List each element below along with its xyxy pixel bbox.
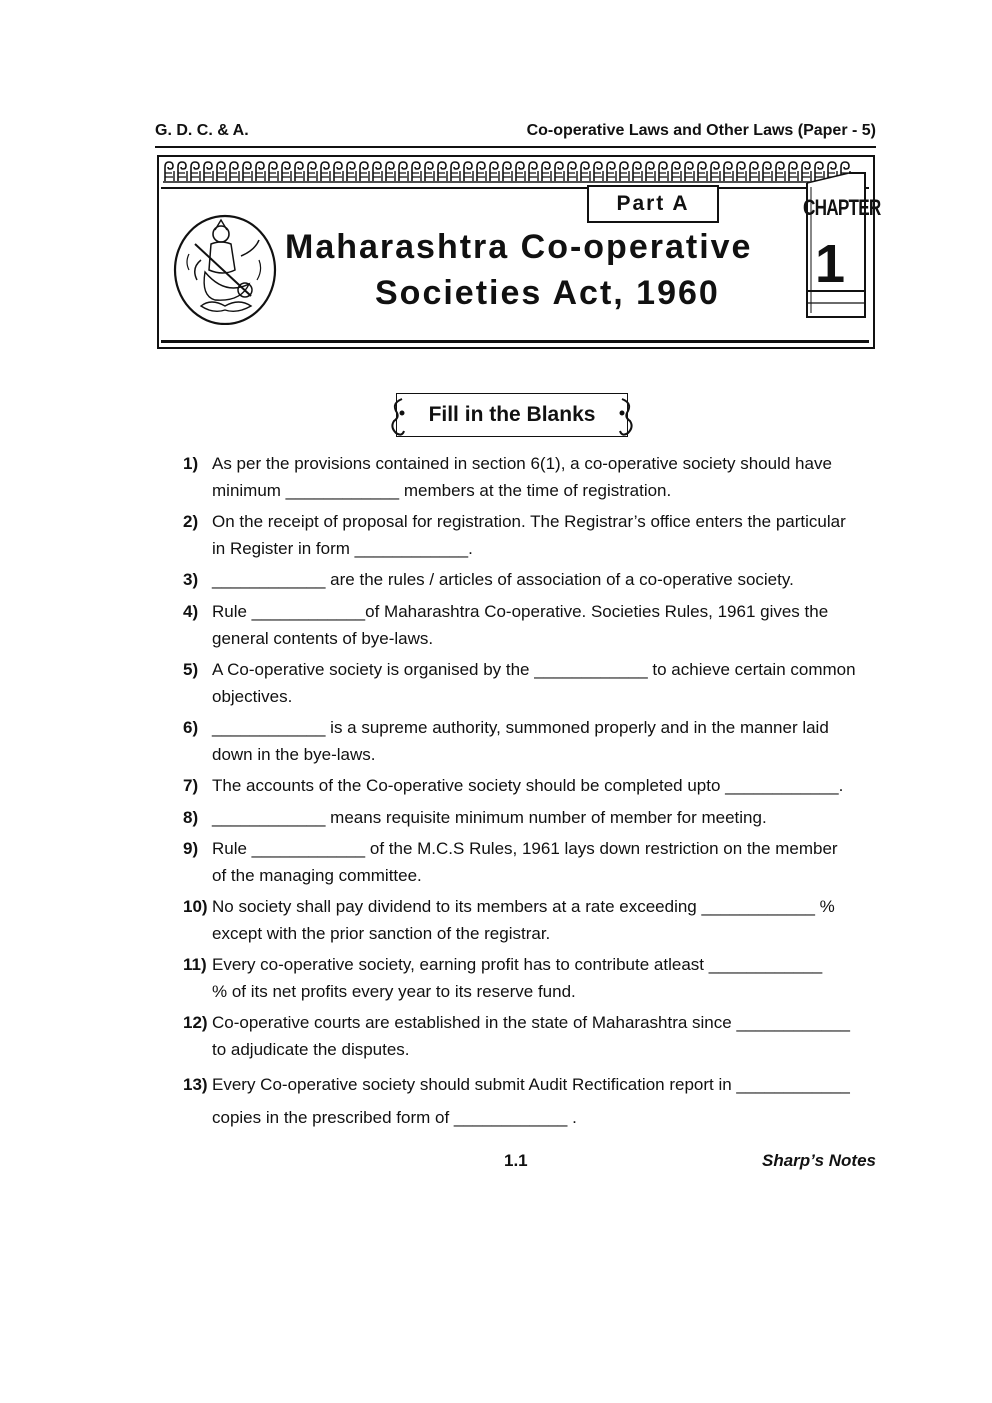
- chapter-number: 1: [815, 234, 846, 294]
- question-number: 1): [183, 454, 199, 473]
- saraswati-emblem-icon: [171, 200, 279, 325]
- question-line: general contents of bye-laws.: [212, 629, 434, 648]
- question-line: down in the bye-laws.: [212, 745, 376, 764]
- question-number: 4): [183, 602, 199, 621]
- chapter-title-line-1: Maharashtra Co-operative: [285, 228, 753, 266]
- chapter-label: CHAPTER: [803, 195, 881, 220]
- question-line: ____________ means requisite minimum number of member for meeting.: [212, 808, 767, 827]
- chapter-banner: [157, 155, 881, 348]
- question-number: 11): [183, 955, 207, 974]
- part-label: Part A: [616, 192, 690, 215]
- page-footer: [155, 1151, 876, 1175]
- question-line: A Co-operative society is organised by the ____________ to achieve certain common: [212, 660, 856, 679]
- question-number: 3): [183, 570, 199, 589]
- question-line: ____________ are the rules / articles of association of a co-operative society.: [212, 570, 794, 589]
- header-course-code: G. D. C. & A.: [155, 122, 249, 139]
- question-number: 10): [183, 897, 208, 916]
- question-line: except with the prior sanction of the registrar.: [212, 924, 551, 943]
- question-number: 13): [183, 1075, 208, 1094]
- header-paper-title: Co-operative Laws and Other Laws (Paper - 5): [526, 122, 876, 139]
- question-line: of the managing committee.: [212, 866, 422, 885]
- decorative-border-icon: [163, 159, 853, 183]
- question-line: Co-operative courts are established in the state of Maharashtra since ____________: [212, 1013, 850, 1032]
- question-number: 7): [183, 776, 199, 795]
- question-line: Every co-operative society, earning profit has to contribute atleast ____________: [212, 955, 823, 974]
- question-number: 6): [183, 718, 199, 737]
- question-number: 12): [183, 1013, 208, 1032]
- question-line: % of its net profits every year to its reserve fund.: [212, 982, 576, 1001]
- question-number: 8): [183, 808, 199, 827]
- question-line: to adjudicate the disputes.: [212, 1040, 410, 1059]
- chapter-title-line-2: Societies Act, 1960: [375, 274, 720, 312]
- question-line: The accounts of the Co-operative society should be completed upto ____________.: [212, 776, 844, 795]
- chapter-tab: [803, 185, 881, 335]
- page-number: 1.1: [504, 1151, 528, 1170]
- question-line: As per the provisions contained in section 6(1), a co-operative society should have: [212, 454, 832, 473]
- question-line: minimum ____________ members at the time of registration.: [212, 481, 672, 500]
- question-line: objectives.: [212, 687, 293, 706]
- header-divider: [155, 146, 876, 148]
- question-line: Rule ____________of Maharashtra Co-operative. Societies Rules, 1961 gives the: [212, 602, 829, 621]
- question-line: Rule ____________ of the M.C.S Rules, 1961 lays down restriction on the member: [212, 839, 838, 858]
- question-line: No society shall pay dividend to its members at a rate exceeding ____________ %: [212, 897, 835, 916]
- question-line: in Register in form ____________.: [212, 539, 473, 558]
- publisher-brand: Sharp’s Notes: [761, 1151, 876, 1170]
- question-line: Every Co-operative society should submit Audit Rectification report in ____________: [212, 1075, 850, 1094]
- part-label-box: [587, 185, 719, 223]
- question-number: 9): [183, 839, 199, 858]
- question-number: 5): [183, 660, 199, 679]
- section-heading: [392, 389, 632, 439]
- question-line: ____________ is a supreme authority, summoned properly and in the manner laid: [212, 718, 829, 737]
- question-line: copies in the prescribed form of ____________ .: [212, 1108, 577, 1127]
- running-header: [155, 122, 876, 146]
- question-number: 2): [183, 512, 199, 531]
- question-line: On the receipt of proposal for registration. The Registrar’s office enters the particular: [212, 512, 846, 531]
- section-title: Fill in the Blanks: [428, 403, 596, 426]
